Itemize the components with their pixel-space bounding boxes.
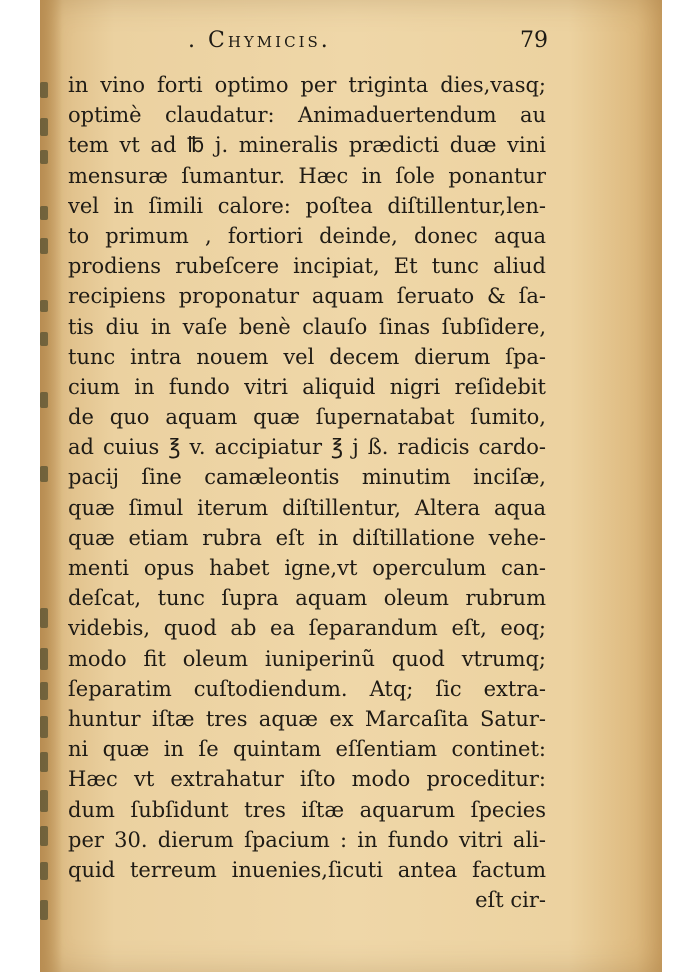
text-line: ni quæ in ſe quintam eſſentiam continet: xyxy=(68,737,546,762)
text-line: mensuræ ſumantur. Hæc in ſole ponantur xyxy=(68,163,546,188)
text-line: tem vt ad ℔ j. mineralis prædicti duæ vini xyxy=(68,133,546,158)
text-line: deſcat, tunc ſupra aquam oleum rubrum xyxy=(68,586,546,611)
text-line: ſeparatim cuſtodiendum. Atq; ſic extra- xyxy=(68,676,546,701)
catchword: eſt cir- xyxy=(475,888,546,913)
text-line: prodiens rubeſcere incipiat, Et tunc aliud xyxy=(68,254,546,279)
text-line: quæ ſimul iterum diſtillentur, Altera aqua xyxy=(68,495,546,520)
text-line: quid terreum inuenies,ſicuti antea factum xyxy=(68,857,546,882)
text-line: to primum , fortiori deinde, donec aqua xyxy=(68,223,546,248)
text-line: optimè claudatur: Animaduertendum au xyxy=(68,103,546,128)
margin-bleed-through xyxy=(40,0,62,972)
text-line: de quo aquam quæ ſupernatabat ſumito, xyxy=(68,405,546,430)
text-line: quæ etiam rubra eſt in diſtillatione vehe- xyxy=(68,525,546,550)
text-line: recipiens proponatur aquam ſeruato & ſa- xyxy=(68,284,546,309)
text-line: Hæc vt extrahatur iſto modo proceditur: xyxy=(68,767,546,792)
page-header xyxy=(0,28,690,60)
text-line: videbis, quod ab ea ſeparandum eſt, eoq; xyxy=(68,616,546,641)
text-line: vel in ſimili calore: poſtea diſtillentur,len- xyxy=(68,193,546,218)
text-line: cium in fundo vitri aliquid nigri reſidebit xyxy=(68,374,546,399)
body-text xyxy=(68,70,546,915)
text-line: tunc intra nouem vel decem dierum ſpa- xyxy=(68,344,546,369)
text-line: pacij ſine camæleontis minutim inciſæ, xyxy=(68,465,546,490)
text-line: in vino forti optimo per triginta dies,vasq; xyxy=(68,73,546,97)
text-line: menti opus habet igne,vt operculum can- xyxy=(68,556,546,580)
text-line: ad cuius ℥ v. accipiatur ℥ j ß. radicis cardo- xyxy=(68,435,546,460)
text-line: huntur iſtæ tres aquæ ex Marcaſita Satur- xyxy=(68,706,546,731)
text-line: per 30. dierum ſpacium : in fundo vitri ali- xyxy=(68,827,546,852)
running-head: . Chymicis. xyxy=(188,28,331,53)
text-line: dum ſubſidunt tres iſtæ aquarum ſpecies xyxy=(68,797,546,822)
text-line: modo fit oleum iuniperinũ quod vtrumq; xyxy=(68,646,546,671)
page-number: 79 xyxy=(520,28,548,53)
text-line: tis diu in vaſe benè clauſo ſinas ſubſidere, xyxy=(68,314,546,339)
